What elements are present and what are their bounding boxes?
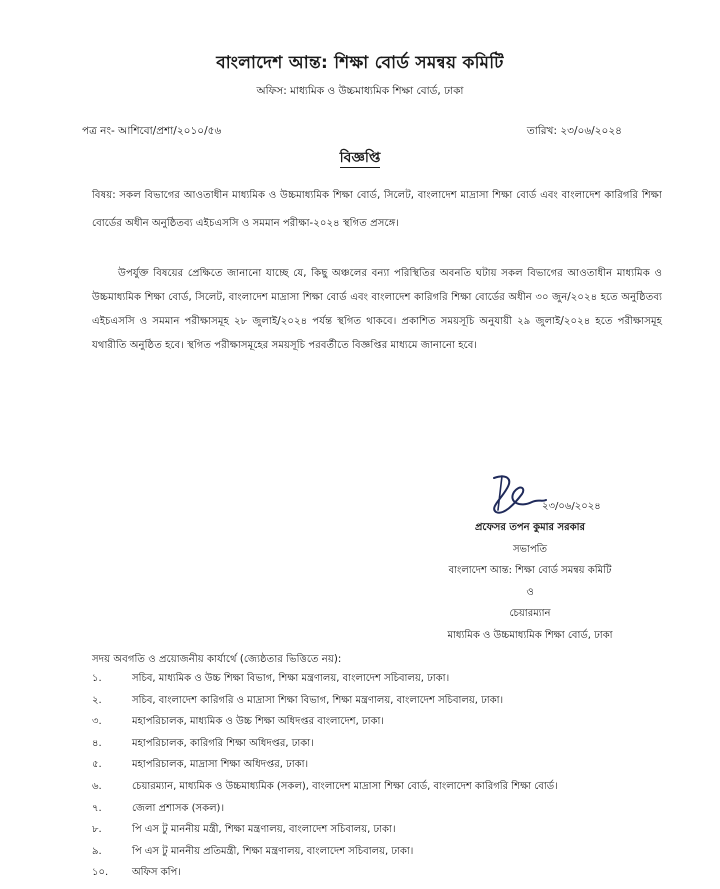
distribution-list bbox=[92, 668, 662, 884]
list-item-number: ১০. bbox=[92, 867, 109, 879]
signatory-role2: চেয়ারম্যান bbox=[509, 608, 551, 619]
list-item-number: ৯. bbox=[92, 845, 102, 857]
signatory-board: মাধ্যমিক ও উচ্চমাধ্যমিক শিক্ষা বোর্ড, ঢাকা bbox=[447, 629, 613, 641]
list-item-text: সচিব, মাধ্যমিক ও উচ্চ শিক্ষা বিভাগ, শিক্ষা মন্ত্রণালয়, বাংলাদেশ সচিবালয়, ঢাকা। bbox=[132, 673, 450, 684]
list-item-number: ৬. bbox=[92, 780, 102, 792]
signatory-conjunction: ও bbox=[526, 586, 534, 598]
list-item-number: ৫. bbox=[92, 759, 102, 771]
signatory-role: সভাপতি bbox=[512, 543, 548, 555]
office-address: অফিস: মাধ্যমিক ও উচ্চমাধ্যমিক শিক্ষা বোর্ড, ঢাকা bbox=[256, 85, 464, 97]
list-item-number: ৮. bbox=[92, 824, 102, 836]
list-item bbox=[92, 819, 662, 841]
list-item bbox=[92, 668, 662, 690]
list-item-number: ৭. bbox=[92, 802, 102, 814]
notice-heading-text: বিজ্ঞপ্তি bbox=[339, 150, 381, 166]
committee-title: বাংলাদেশ আন্ত: শিক্ষা বোর্ড সমন্বয় কমিটি bbox=[216, 53, 504, 73]
list-item-text: চেয়ারম্যান, মাধ্যমিক ও উচ্চমাধ্যমিক (সকল), বাংলাদেশ মাদ্রাসা শিক্ষা বোর্ড, বাংলাদেশ কারিগরি শিক্ষা বোর্ড। bbox=[132, 780, 558, 792]
list-item bbox=[92, 776, 662, 798]
signatory-committee: বাংলাদেশ আন্ত: শিক্ষা বোর্ড সমন্বয় কমিটি bbox=[448, 565, 612, 576]
body-paragraph: উপর্যুক্ত বিষয়ের প্রেক্ষিতে জানানো যাচ্ছে যে, কিছু অঞ্চলের বন্যা পরিস্থিতির অবনতি ঘটায় সকল বিভাগের আওতাধীন মাধ্যমিক ও উচ্চমাধ্যমিক শিক্ষা বোর্ড, সিলেট, বাংলাদেশ মাদ্রাসা শিক্ষা বোর্ড এবং বাংলাদেশ কারিগরি শিক্ষা বোর্ডের অধীন ৩০ জুন/২০২৪ হতে অনুষ্ঠিতব্য এইচএসসি ও সমমান পরীক্ষাসমূহ ২৮ জুলাই/২০২৪ পর্যন্ত স্থগিত থাকবে। প্রকাশিত সময়সূচি অনুযায়ী ২৯ জুলাই/২০২৪ হতে পরীক্ষাসমূহ যথারীতি অনুষ্ঠিত হবে। স্থগিত পরীক্ষাসমূহের সময়সূচি পরবর্তীতে বিজ্ঞপ্তির মাধ্যমে জানানো হবে। bbox=[92, 268, 662, 351]
list-item bbox=[92, 733, 662, 755]
list-item bbox=[92, 841, 662, 863]
list-item-text: মহাপরিচালক, মাধ্যমিক ও উচ্চ শিক্ষা অধিদপ্তর বাংলাদেশ, ঢাকা। bbox=[132, 716, 384, 728]
list-item-text: মহাপরিচালক, মাদ্রাসা শিক্ষা অধিদপ্তর, ঢাকা। bbox=[132, 759, 309, 771]
list-item bbox=[92, 711, 662, 733]
list-item-number: ১. bbox=[92, 673, 102, 684]
signatory-name: প্রফেসর তপন কুমার সরকার bbox=[474, 522, 586, 533]
list-item-text: পি এস টু মাননীয় মন্ত্রী, শিক্ষা মন্ত্রণালয়, বাংলাদেশ সচিবালয়, ঢাকা। bbox=[132, 824, 396, 836]
list-item-text: পি এস টু মাননীয় প্রতিমন্ত্রী, শিক্ষা মন্ত্রণালয়, বাংলাদেশ সচিবালয়, ঢাকা। bbox=[132, 845, 414, 857]
list-item-number: ৪. bbox=[92, 737, 102, 749]
list-item-text: জেলা প্রশাসক (সকল)। bbox=[132, 802, 225, 814]
list-item bbox=[92, 754, 662, 776]
notice-heading bbox=[0, 146, 720, 170]
signature-date: ২৩/০৬/২০২৪ bbox=[542, 501, 601, 512]
list-item-text: মহাপরিচালক, কারিগরি শিক্ষা অধিদপ্তর, ঢাকা। bbox=[132, 737, 314, 749]
list-item bbox=[92, 862, 662, 884]
list-item-number: ৩. bbox=[92, 716, 102, 728]
distribution-title: সদয় অবগতি ও প্রয়োজনীয় কার্যার্থে (জ্যেষ্ঠতার ভিত্তিতে নয়): bbox=[92, 654, 342, 665]
list-item-number: ২. bbox=[92, 694, 102, 706]
list-item bbox=[92, 690, 662, 712]
list-item bbox=[92, 798, 662, 820]
list-item-text: সচিব, বাংলাদেশ কারিগরি ও মাদ্রাসা শিক্ষা বিভাগ, শিক্ষা মন্ত্রণালয়, বাংলাদেশ সচিবালয়, ঢাকা। bbox=[132, 694, 504, 706]
signatory-block bbox=[380, 517, 680, 646]
memo-number: পত্র নং- আশিবো/প্রশা/২০১০/৫৬ bbox=[82, 125, 222, 137]
memo-date: তারিখ: ২৩/০৬/২০২৪ bbox=[526, 125, 622, 137]
subject-paragraph: বিষয়: সকল বিভাগের আওতাধীন মাধ্যমিক ও উচ্চমাধ্যমিক শিক্ষা বোর্ড, সিলেট, বাংলাদেশ মাদ্রাসা শিক্ষা বোর্ড এবং বাংলাদেশ কারিগরি শিক্ষা বোর্ডের অধীন অনুষ্ঠিতব্য এইচএসসি ও সমমান পরীক্ষা-২০২৪ স্থগিত প্রসঙ্গে। bbox=[92, 190, 662, 229]
list-item-text: অফিস কপি। bbox=[132, 867, 181, 879]
